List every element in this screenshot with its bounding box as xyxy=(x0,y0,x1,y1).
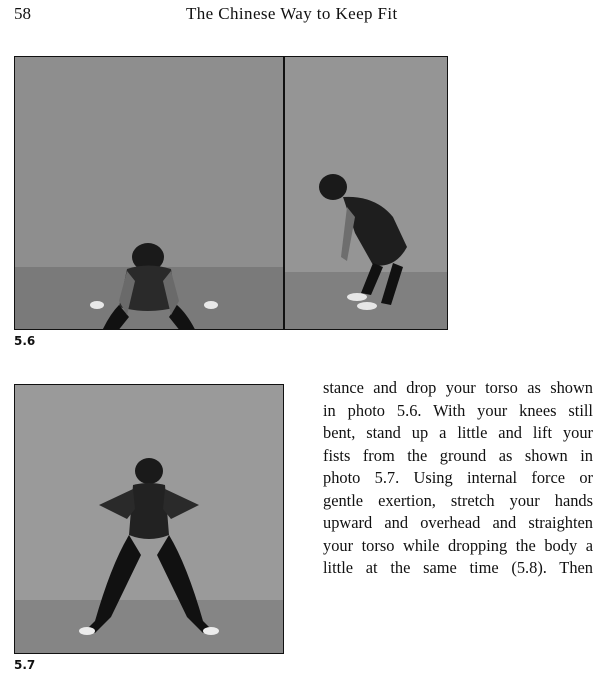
photo-5-7 xyxy=(14,384,284,654)
photo-5-6-side-view xyxy=(284,56,448,330)
body-paragraph xyxy=(323,377,593,580)
body-line: little at the same time (5.8). Then xyxy=(323,558,593,577)
running-head: The Chinese Way to Keep Fit xyxy=(186,4,398,23)
body-line: bent, stand up a little and lift your xyxy=(323,423,593,442)
body-line: stance and drop your torso as shown xyxy=(323,378,593,397)
figure-caption-5-7: 5.7 xyxy=(14,658,36,672)
body-line: in photo 5.6. With your knees still xyxy=(323,400,593,420)
body-line: your torso while dropping the body a xyxy=(323,535,593,555)
body-line: photo 5.7. Using internal force or xyxy=(323,468,593,487)
body-line: upward and overhead and straighten xyxy=(323,513,593,532)
page-number: 58 xyxy=(14,4,31,23)
body-line: fists from the ground as shown in xyxy=(323,445,593,465)
figure-caption-5-6: 5.6 xyxy=(14,334,36,348)
body-line: gentle exertion, stretch your hands xyxy=(323,490,593,510)
photo-5-6-front-view xyxy=(14,56,284,330)
